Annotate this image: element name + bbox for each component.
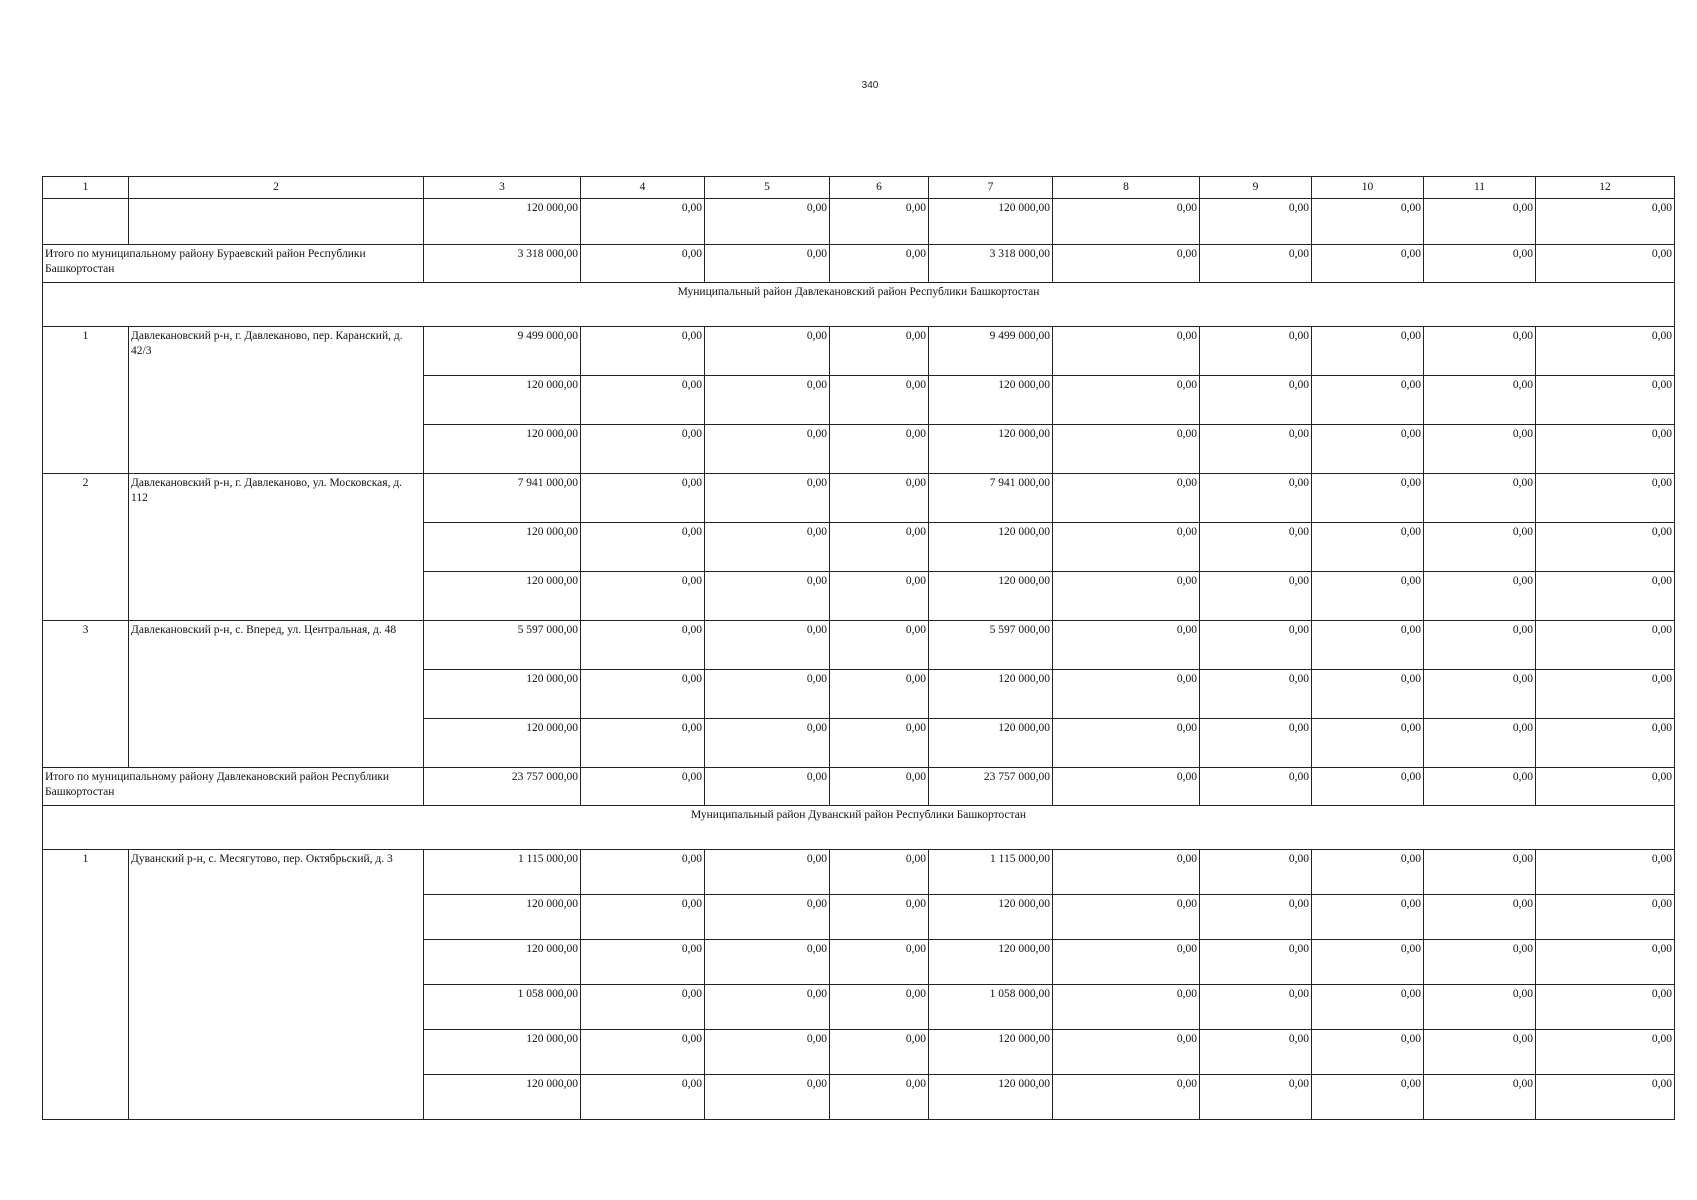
table-row: [43, 850, 1675, 895]
amount-cell: 0,00: [1424, 376, 1536, 425]
amount-cell: 0,00: [705, 621, 830, 670]
amount-cell: 120 000,00: [929, 719, 1053, 768]
amount-cell: 0,00: [1536, 376, 1675, 425]
amount-cell: 0,00: [581, 985, 705, 1030]
column-number-row: [43, 177, 1675, 199]
amount-cell: 0,00: [1312, 474, 1424, 523]
amount-cell: 0,00: [705, 523, 830, 572]
amount-cell: 0,00: [1424, 199, 1536, 245]
amount-cell: 0,00: [830, 199, 929, 245]
item-number: 1: [43, 327, 129, 474]
amount-cell: 0,00: [830, 327, 929, 376]
amount-cell: 0,00: [1536, 940, 1675, 985]
amount-cell: 0,00: [830, 621, 929, 670]
column-number-cell: 4: [581, 177, 705, 199]
amount-cell: 0,00: [1312, 670, 1424, 719]
table-row: [43, 474, 1675, 523]
amount-cell: 0,00: [1312, 985, 1424, 1030]
amount-cell: 0,00: [705, 199, 830, 245]
amount-cell: 0,00: [830, 572, 929, 621]
amount-cell: 120 000,00: [424, 425, 581, 474]
amount-cell: 0,00: [1200, 572, 1312, 621]
total-label: Итого по муниципальному району Давлекановский район Республики Башкортостан: [43, 768, 424, 806]
amount-cell: 0,00: [705, 1030, 830, 1075]
amount-cell: 0,00: [1053, 199, 1200, 245]
amount-cell: 0,00: [1200, 850, 1312, 895]
amount-cell: 0,00: [1053, 1075, 1200, 1120]
amount-cell: 0,00: [1424, 621, 1536, 670]
amount-cell: 0,00: [581, 327, 705, 376]
amount-cell: 0,00: [1053, 376, 1200, 425]
amount-cell: 0,00: [705, 1075, 830, 1120]
amount-cell: 120 000,00: [424, 1075, 581, 1120]
amount-cell: 1 115 000,00: [424, 850, 581, 895]
address-cell: Давлекановский р-н, г. Давлеканово, ул. Московская, д. 112: [129, 474, 424, 621]
amount-cell: 0,00: [1200, 474, 1312, 523]
amount-cell: 0,00: [1200, 768, 1312, 806]
address-cell: Давлекановский р-н, с. Вперед, ул. Центральная, д. 48: [129, 621, 424, 768]
column-number-cell: 2: [129, 177, 424, 199]
amount-cell: 0,00: [581, 895, 705, 940]
amount-cell: 0,00: [1536, 895, 1675, 940]
amount-cell: 0,00: [705, 376, 830, 425]
amount-cell: 0,00: [1200, 719, 1312, 768]
amount-cell: 120 000,00: [424, 1030, 581, 1075]
amount-cell: 0,00: [830, 670, 929, 719]
amount-cell: 120 000,00: [424, 572, 581, 621]
amount-cell: 0,00: [581, 1030, 705, 1075]
amount-cell: 0,00: [1312, 1075, 1424, 1120]
amount-cell: 0,00: [1424, 670, 1536, 719]
amount-cell: 0,00: [1200, 1030, 1312, 1075]
amount-cell: 0,00: [1053, 245, 1200, 283]
amount-cell: 0,00: [1053, 572, 1200, 621]
amount-cell: 0,00: [1053, 985, 1200, 1030]
amount-cell: 0,00: [705, 670, 830, 719]
amount-cell: 0,00: [1053, 670, 1200, 719]
item-number: [43, 199, 129, 245]
amount-cell: 120 000,00: [424, 670, 581, 719]
amount-cell: 0,00: [1053, 327, 1200, 376]
amount-cell: 0,00: [1053, 940, 1200, 985]
amount-cell: 0,00: [581, 768, 705, 806]
amount-cell: 5 597 000,00: [929, 621, 1053, 670]
amount-cell: 0,00: [1200, 245, 1312, 283]
amount-cell: 0,00: [1200, 1075, 1312, 1120]
amount-cell: 7 941 000,00: [424, 474, 581, 523]
amount-cell: 0,00: [1312, 768, 1424, 806]
amount-cell: 0,00: [1312, 1030, 1424, 1075]
amount-cell: 120 000,00: [929, 895, 1053, 940]
total-row: [43, 768, 1675, 806]
column-number-cell: 3: [424, 177, 581, 199]
address-cell: Давлекановский р-н, г. Давлеканово, пер. Каранский, д. 42/3: [129, 327, 424, 474]
amount-cell: 120 000,00: [929, 523, 1053, 572]
amount-cell: 0,00: [705, 572, 830, 621]
amount-cell: 0,00: [830, 1075, 929, 1120]
amount-cell: 0,00: [1424, 572, 1536, 621]
amount-cell: 0,00: [581, 199, 705, 245]
amount-cell: 0,00: [1200, 895, 1312, 940]
amount-cell: 0,00: [705, 985, 830, 1030]
address-cell: Дуванский р-н, с. Месягутово, пер. Октябрьский, д. 3: [129, 850, 424, 1120]
amount-cell: 0,00: [1424, 895, 1536, 940]
amount-cell: 0,00: [1312, 719, 1424, 768]
amount-cell: 0,00: [1536, 621, 1675, 670]
amount-cell: 1 058 000,00: [424, 985, 581, 1030]
amount-cell: 0,00: [1424, 768, 1536, 806]
table-row: [43, 199, 1675, 245]
amount-cell: 23 757 000,00: [929, 768, 1053, 806]
amount-cell: 0,00: [1536, 1075, 1675, 1120]
address-cell: [129, 199, 424, 245]
amount-cell: 0,00: [705, 719, 830, 768]
amount-cell: 120 000,00: [424, 940, 581, 985]
amount-cell: 0,00: [1053, 621, 1200, 670]
item-number: 3: [43, 621, 129, 768]
amount-cell: 0,00: [830, 940, 929, 985]
amount-cell: 120 000,00: [929, 376, 1053, 425]
amount-cell: 9 499 000,00: [424, 327, 581, 376]
amount-cell: 0,00: [1312, 850, 1424, 895]
column-number-cell: 6: [830, 177, 929, 199]
amount-cell: 1 115 000,00: [929, 850, 1053, 895]
column-number-cell: 12: [1536, 177, 1675, 199]
amount-cell: 0,00: [705, 940, 830, 985]
amount-cell: 0,00: [1536, 523, 1675, 572]
amount-cell: 0,00: [1312, 327, 1424, 376]
amount-cell: 7 941 000,00: [929, 474, 1053, 523]
amount-cell: 0,00: [1312, 895, 1424, 940]
amount-cell: 0,00: [1200, 327, 1312, 376]
amount-cell: 0,00: [1312, 523, 1424, 572]
amount-cell: 0,00: [581, 425, 705, 474]
total-row: [43, 245, 1675, 283]
amount-cell: 0,00: [1200, 670, 1312, 719]
amount-cell: 0,00: [581, 523, 705, 572]
amount-cell: 0,00: [1312, 621, 1424, 670]
amount-cell: 0,00: [1053, 474, 1200, 523]
amount-cell: 120 000,00: [929, 1075, 1053, 1120]
amount-cell: 0,00: [581, 670, 705, 719]
amount-cell: 0,00: [705, 425, 830, 474]
amount-cell: 0,00: [1536, 572, 1675, 621]
amount-cell: 120 000,00: [424, 523, 581, 572]
amount-cell: 0,00: [830, 895, 929, 940]
amount-cell: 0,00: [1200, 940, 1312, 985]
amount-cell: 0,00: [1053, 425, 1200, 474]
amount-cell: 0,00: [1312, 245, 1424, 283]
amount-cell: 0,00: [830, 1030, 929, 1075]
amount-cell: 0,00: [1053, 719, 1200, 768]
amount-cell: 0,00: [705, 327, 830, 376]
amount-cell: 0,00: [705, 474, 830, 523]
amount-cell: 0,00: [1536, 327, 1675, 376]
amount-cell: 9 499 000,00: [929, 327, 1053, 376]
amount-cell: 120 000,00: [424, 199, 581, 245]
amount-cell: 0,00: [581, 940, 705, 985]
amount-cell: 0,00: [830, 768, 929, 806]
amount-cell: 0,00: [1312, 199, 1424, 245]
amount-cell: 1 058 000,00: [929, 985, 1053, 1030]
amount-cell: 120 000,00: [424, 719, 581, 768]
amount-cell: 0,00: [1536, 245, 1675, 283]
amount-cell: 120 000,00: [929, 425, 1053, 474]
amount-cell: 120 000,00: [929, 199, 1053, 245]
amount-cell: 0,00: [1536, 768, 1675, 806]
amount-cell: 0,00: [1536, 474, 1675, 523]
section-title: Муниципальный район Дуванский район Республики Башкортостан: [43, 806, 1675, 850]
amount-cell: 0,00: [1536, 670, 1675, 719]
amount-cell: 0,00: [705, 850, 830, 895]
section-title: Муниципальный район Давлекановский район Республики Башкортостан: [43, 283, 1675, 327]
amount-cell: 0,00: [1200, 523, 1312, 572]
amount-cell: 0,00: [1536, 1030, 1675, 1075]
amount-cell: 0,00: [830, 719, 929, 768]
item-number: 2: [43, 474, 129, 621]
amount-cell: 0,00: [830, 376, 929, 425]
amount-cell: 0,00: [1424, 474, 1536, 523]
amount-cell: 120 000,00: [929, 940, 1053, 985]
amount-cell: 0,00: [581, 850, 705, 895]
amount-cell: 0,00: [1424, 327, 1536, 376]
total-label: Итого по муниципальному району Бураевский район Республики Башкортостан: [43, 245, 424, 283]
amount-cell: 0,00: [1424, 245, 1536, 283]
amount-cell: 0,00: [581, 245, 705, 283]
amount-cell: 23 757 000,00: [424, 768, 581, 806]
amount-cell: 0,00: [581, 719, 705, 768]
column-number-cell: 11: [1424, 177, 1536, 199]
column-number-cell: 8: [1053, 177, 1200, 199]
amount-cell: 0,00: [1200, 199, 1312, 245]
budget-table: [42, 176, 1675, 1120]
amount-cell: 0,00: [830, 850, 929, 895]
amount-cell: 0,00: [705, 895, 830, 940]
amount-cell: 0,00: [1312, 572, 1424, 621]
amount-cell: 0,00: [1424, 523, 1536, 572]
page-number: 340: [861, 80, 879, 91]
column-number-cell: 1: [43, 177, 129, 199]
item-number: 1: [43, 850, 129, 1120]
amount-cell: 0,00: [581, 1075, 705, 1120]
amount-cell: 0,00: [1424, 719, 1536, 768]
amount-cell: 0,00: [1424, 985, 1536, 1030]
table-row: [43, 327, 1675, 376]
amount-cell: 0,00: [1053, 523, 1200, 572]
amount-cell: 0,00: [1312, 940, 1424, 985]
amount-cell: 0,00: [1424, 1075, 1536, 1120]
amount-cell: 0,00: [1536, 850, 1675, 895]
amount-cell: 120 000,00: [424, 895, 581, 940]
amount-cell: 5 597 000,00: [424, 621, 581, 670]
amount-cell: 0,00: [581, 474, 705, 523]
amount-cell: 0,00: [581, 572, 705, 621]
amount-cell: 0,00: [1053, 895, 1200, 940]
amount-cell: 0,00: [1536, 199, 1675, 245]
table-row: [43, 621, 1675, 670]
amount-cell: 0,00: [1424, 1030, 1536, 1075]
amount-cell: 3 318 000,00: [929, 245, 1053, 283]
amount-cell: 0,00: [1424, 425, 1536, 474]
column-number-cell: 10: [1312, 177, 1424, 199]
amount-cell: 0,00: [830, 425, 929, 474]
column-number-cell: 9: [1200, 177, 1312, 199]
amount-cell: 0,00: [1200, 425, 1312, 474]
amount-cell: 0,00: [1053, 768, 1200, 806]
amount-cell: 0,00: [1200, 985, 1312, 1030]
amount-cell: 0,00: [1536, 719, 1675, 768]
amount-cell: 0,00: [1312, 376, 1424, 425]
amount-cell: 0,00: [830, 523, 929, 572]
amount-cell: 0,00: [705, 768, 830, 806]
section-header-row: [43, 806, 1675, 850]
column-number-cell: 5: [705, 177, 830, 199]
amount-cell: 0,00: [830, 985, 929, 1030]
amount-cell: 0,00: [581, 621, 705, 670]
amount-cell: 0,00: [1424, 850, 1536, 895]
amount-cell: 0,00: [1053, 850, 1200, 895]
amount-cell: 0,00: [1424, 940, 1536, 985]
amount-cell: 3 318 000,00: [424, 245, 581, 283]
amount-cell: 0,00: [581, 376, 705, 425]
amount-cell: 120 000,00: [424, 376, 581, 425]
amount-cell: 0,00: [1053, 1030, 1200, 1075]
amount-cell: 120 000,00: [929, 1030, 1053, 1075]
amount-cell: 0,00: [1536, 985, 1675, 1030]
amount-cell: 0,00: [705, 245, 830, 283]
amount-cell: 0,00: [830, 474, 929, 523]
amount-cell: 0,00: [1200, 376, 1312, 425]
amount-cell: 0,00: [1536, 425, 1675, 474]
amount-cell: 0,00: [830, 245, 929, 283]
column-number-cell: 7: [929, 177, 1053, 199]
amount-cell: 0,00: [1200, 621, 1312, 670]
table-body: [43, 177, 1675, 1120]
amount-cell: 120 000,00: [929, 670, 1053, 719]
amount-cell: 0,00: [1312, 425, 1424, 474]
section-header-row: [43, 283, 1675, 327]
amount-cell: 120 000,00: [929, 572, 1053, 621]
